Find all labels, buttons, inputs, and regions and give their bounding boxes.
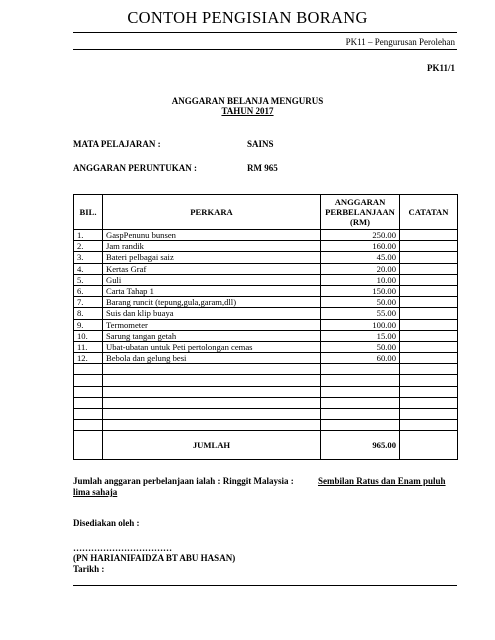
table-header-row <box>74 195 458 230</box>
budget-year: TAHUN 2017 <box>221 106 274 116</box>
row-bil: 1. <box>74 230 103 241</box>
budget-heading: ANGGARAN BELANJA MENGURUS <box>171 96 324 106</box>
row-perkara: Barang runcit (tepung,gula,garam,dll) <box>103 297 321 308</box>
row-bil <box>74 409 103 420</box>
row-catatan <box>400 341 458 352</box>
row-catatan <box>400 330 458 341</box>
row-perkara <box>103 375 321 386</box>
row-perkara: Suis dan klip buaya <box>103 308 321 319</box>
row-catatan <box>400 409 458 420</box>
row-perkara: Jam randik <box>103 241 321 252</box>
row-bil <box>74 420 103 431</box>
row-perkara <box>103 409 321 420</box>
page-title: CONTOH PENGISIAN BORANG <box>127 8 368 27</box>
row-bil: 4. <box>74 263 103 274</box>
summary-label: Jumlah anggaran perbelanjaan ialah : Ringgit Malaysia : <box>73 476 294 486</box>
row-catatan <box>400 375 458 386</box>
header-bil: BIL. <box>74 195 103 230</box>
row-bil <box>74 386 103 397</box>
row-perkara <box>103 420 321 431</box>
subject-value: SAINS <box>247 139 274 149</box>
total-bil-cell <box>74 431 103 460</box>
header-anggaran: ANGGARAN PERBELANJAAN (RM) <box>321 195 400 230</box>
row-bil <box>74 375 103 386</box>
footer-rule <box>73 585 457 586</box>
allocation-label: ANGGARAN PERUNTUKAN : <box>73 163 197 173</box>
table-row <box>74 364 458 375</box>
row-perkara: Termometer <box>103 319 321 330</box>
row-amount: 100.00 <box>321 319 400 330</box>
subject-label: MATA PELAJARAN : <box>73 139 161 149</box>
row-catatan <box>400 252 458 263</box>
table-row <box>74 353 458 364</box>
row-amount <box>321 375 400 386</box>
row-amount: 50.00 <box>321 297 400 308</box>
table-row <box>74 297 458 308</box>
row-amount <box>321 397 400 408</box>
row-bil: 7. <box>74 297 103 308</box>
total-row <box>74 431 458 460</box>
table-row <box>74 230 458 241</box>
subtitle-rule <box>73 49 457 50</box>
total-value: 965.00 <box>321 431 400 460</box>
allocation-value: RM 965 <box>247 163 278 173</box>
total-label: JUMLAH <box>103 431 321 460</box>
summary-words-line1: Sembilan Ratus dan Enam puluh <box>318 476 446 486</box>
row-perkara: Bebola dan gelung besi <box>103 353 321 364</box>
row-bil: 5. <box>74 274 103 285</box>
row-catatan <box>400 353 458 364</box>
row-catatan <box>400 263 458 274</box>
signature-dots: …………………………… <box>73 543 172 553</box>
table-row <box>74 274 458 285</box>
row-bil: 2. <box>74 241 103 252</box>
row-catatan <box>400 319 458 330</box>
row-catatan <box>400 386 458 397</box>
row-amount: 20.00 <box>321 263 400 274</box>
row-catatan <box>400 308 458 319</box>
table-row <box>74 308 458 319</box>
row-catatan <box>400 285 458 296</box>
table-row <box>74 330 458 341</box>
row-bil: 8. <box>74 308 103 319</box>
table-row <box>74 375 458 386</box>
row-perkara: Bateri pelbagai saiz <box>103 252 321 263</box>
row-amount <box>321 364 400 375</box>
row-perkara: Sarung tangan getah <box>103 330 321 341</box>
row-bil: 11. <box>74 341 103 352</box>
row-perkara: Carta Tahap 1 <box>103 285 321 296</box>
table-row <box>74 319 458 330</box>
table-row <box>74 386 458 397</box>
row-perkara <box>103 386 321 397</box>
row-catatan <box>400 420 458 431</box>
total-catatan-cell <box>400 431 458 460</box>
row-perkara <box>103 364 321 375</box>
row-bil: 12. <box>74 353 103 364</box>
date-label: Tarikh : <box>73 564 105 574</box>
row-amount <box>321 409 400 420</box>
row-bil: 3. <box>74 252 103 263</box>
table-row <box>74 397 458 408</box>
row-amount: 50.00 <box>321 341 400 352</box>
row-bil: 9. <box>74 319 103 330</box>
row-amount: 10.00 <box>321 274 400 285</box>
row-amount: 160.00 <box>321 241 400 252</box>
row-catatan <box>400 397 458 408</box>
row-bil <box>74 397 103 408</box>
signatory-name: (PN HARIANIFAIDZA BT ABU HASAN) <box>73 553 236 563</box>
summary-words-line2: lima sahaja <box>73 487 118 497</box>
row-perkara: GaspPenunu bunsen <box>103 230 321 241</box>
row-amount: 150.00 <box>321 285 400 296</box>
row-catatan <box>400 274 458 285</box>
row-amount <box>321 386 400 397</box>
header-catatan: CATATAN <box>400 195 458 230</box>
table-row <box>74 341 458 352</box>
table-row <box>74 241 458 252</box>
row-catatan <box>400 364 458 375</box>
row-bil: 10. <box>74 330 103 341</box>
header-perkara: PERKARA <box>103 195 321 230</box>
table-row <box>74 285 458 296</box>
row-amount: 15.00 <box>321 330 400 341</box>
budget-table <box>73 194 458 460</box>
row-catatan <box>400 241 458 252</box>
row-amount: 250.00 <box>321 230 400 241</box>
header-rule <box>73 32 457 33</box>
prepared-by-label: Disediakan oleh : <box>73 518 140 528</box>
row-amount: 55.00 <box>321 308 400 319</box>
table-row <box>74 420 458 431</box>
row-amount: 45.00 <box>321 252 400 263</box>
table-row <box>74 263 458 274</box>
row-perkara: Guli <box>103 274 321 285</box>
table-row <box>74 252 458 263</box>
row-amount <box>321 420 400 431</box>
table-row <box>74 409 458 420</box>
row-bil <box>74 364 103 375</box>
row-perkara: Kertas Graf <box>103 263 321 274</box>
document-subtitle: PK11 – Pengurusan Perolehan <box>345 37 455 47</box>
row-bil: 6. <box>74 285 103 296</box>
form-code: PK11/1 <box>426 63 455 73</box>
row-perkara <box>103 397 321 408</box>
row-perkara: Ubat-ubatan untuk Peti pertolongan cemas <box>103 341 321 352</box>
row-catatan <box>400 230 458 241</box>
row-amount: 60.00 <box>321 353 400 364</box>
row-catatan <box>400 297 458 308</box>
